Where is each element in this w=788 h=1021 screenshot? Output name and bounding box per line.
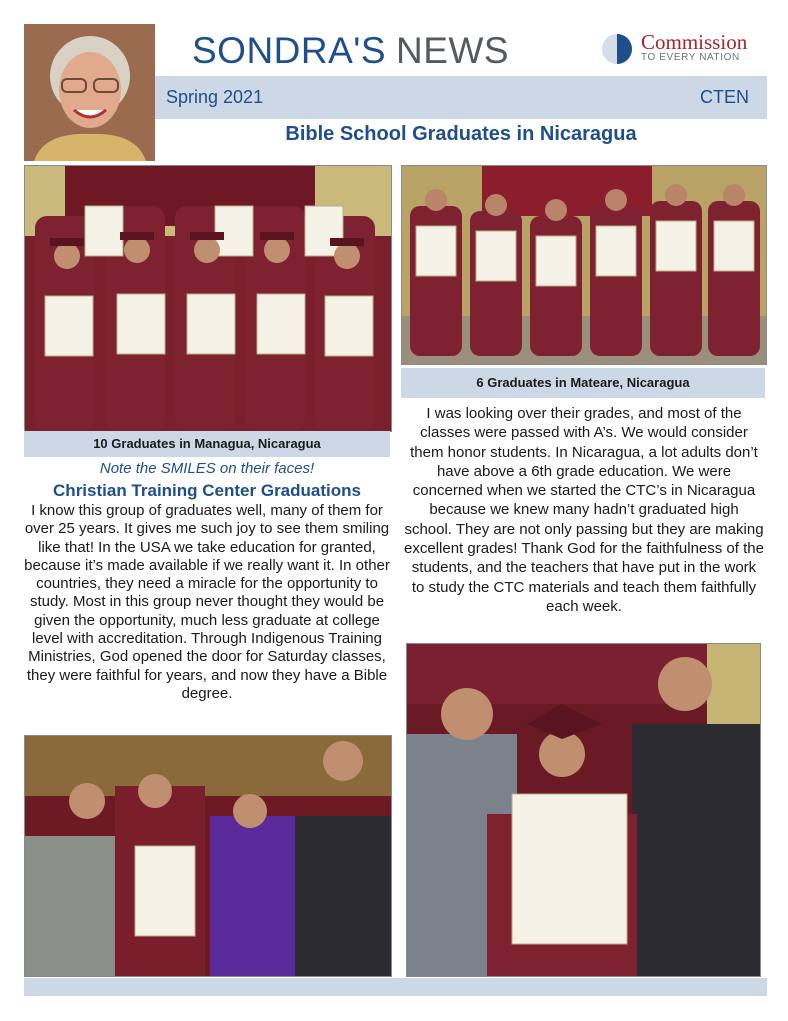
photo-managua-graduates bbox=[24, 165, 392, 432]
season-label: Spring 2021 bbox=[166, 87, 264, 107]
graduate-with-staff-image bbox=[25, 736, 391, 976]
newsletter-title bbox=[192, 30, 509, 72]
title-news: NEWS bbox=[396, 30, 510, 71]
photo-caption-mateare: 6 Graduates in Mateare, Nicaragua bbox=[401, 368, 765, 398]
logo-tagline: TO EVERY NATION bbox=[641, 52, 740, 63]
smiles-note: Note the SMILES on their faces! bbox=[99, 460, 315, 477]
org-short-label: CTEN bbox=[700, 87, 749, 107]
author-portrait-image bbox=[24, 24, 155, 161]
title-main: SONDRA'S bbox=[192, 30, 387, 71]
photo-graduate-with-diploma bbox=[406, 643, 761, 977]
mateare-graduates-image bbox=[402, 166, 766, 364]
left-body-text: I know this group of graduates well, many of them for over 25 years. It gives me such joy to see them smiling like that! In the USA we take education for granted, because it’s made available if we really want it. In other countries, they need a miracle for the opportunity to study. Most in this group never thought they would be given the opportunity, much less graduate at college level with accreditation. Through Indigenous Training Ministries, God opened the door for Saturday classes, they were faithful for years, and now they have a Bible degree. bbox=[24, 502, 390, 702]
section-title: Christian Training Center Graduations bbox=[53, 481, 361, 500]
footer-bar bbox=[24, 978, 767, 996]
managua-graduates-image bbox=[25, 166, 391, 431]
globe-icon bbox=[600, 32, 634, 66]
author-portrait bbox=[24, 24, 155, 161]
photo-caption-managua: 10 Graduates in Managua, Nicaragua bbox=[24, 431, 390, 457]
graduate-with-diploma-image bbox=[407, 644, 760, 976]
photo-mateare-graduates bbox=[401, 165, 767, 365]
logo-name: Commission bbox=[641, 30, 748, 54]
page-headline: Bible School Graduates in Nicaragua bbox=[285, 123, 637, 145]
photo-graduate-with-staff bbox=[24, 735, 392, 977]
commission-logo bbox=[600, 30, 760, 70]
right-body-text: I was looking over their grades, and most of the classes were passed with A’s. We would consider them honor students. In Nicaragua, a lot adults don’t have above a 6th grade education. We were concerned when we started the CTC’s in Nicaragua because we knew many hadn’t graduated high school. They are not only passing but they are making excellent grades! Thank God for the faithfulness of the students, and the teachers that have put in the work to study the CTC materials and teach them faithfully each week. bbox=[404, 405, 764, 615]
